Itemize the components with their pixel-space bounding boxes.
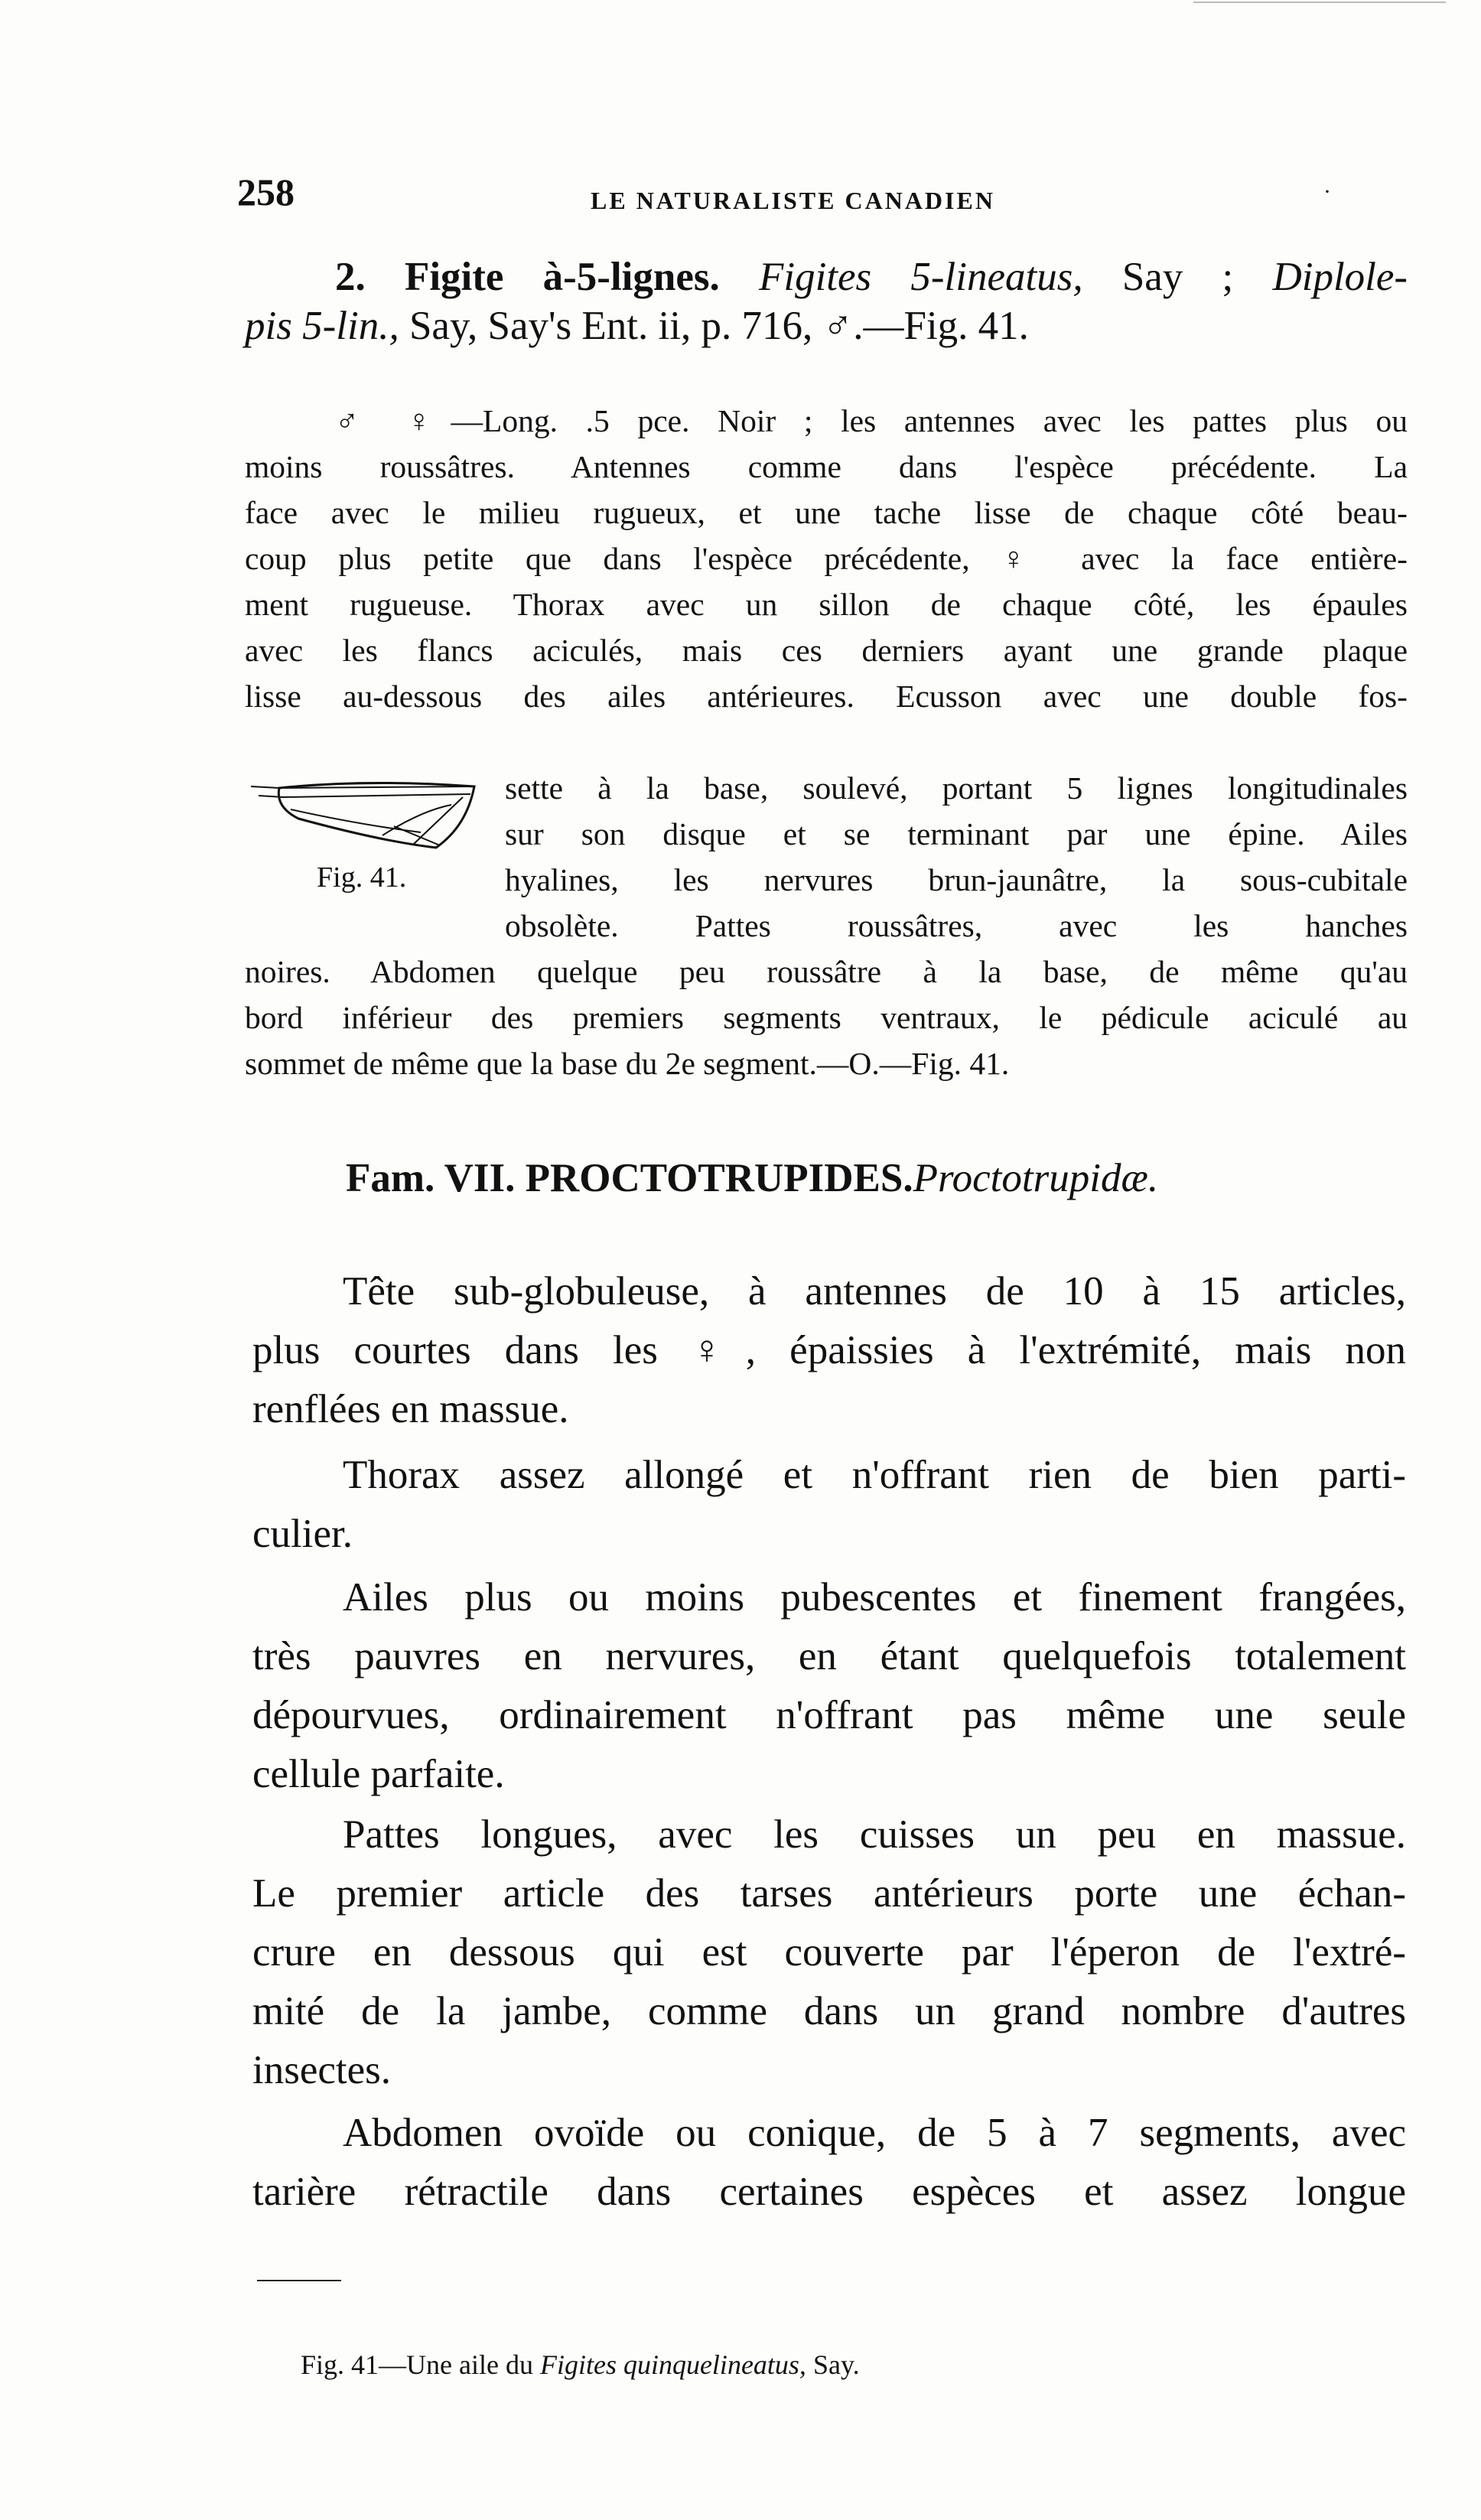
entry-description xyxy=(245,398,1408,719)
footnote-prefix: Fig. 41—Une aile du xyxy=(301,2349,533,2380)
paragraph-line: renflées en massue. xyxy=(252,1387,569,1431)
footnote-suffix: Say. xyxy=(812,2349,860,2380)
figure-text-line: obsolète. Pattes roussâtres, avec les hanches xyxy=(505,908,1408,943)
paragraph-line: Ailes plus ou moins pubescentes et finement frangées, xyxy=(343,1575,1406,1620)
description-continued xyxy=(245,949,1408,1086)
figure-text-line: sette à la base, soulevé, portant 5 lignes longitudinales xyxy=(505,770,1408,806)
paragraph-thorax xyxy=(252,1446,1406,1564)
paragraph-abdomen xyxy=(252,2104,1406,2222)
paragraph-line: cellule parfaite. xyxy=(252,1752,505,1796)
entry-name: Figite à-5-lignes. xyxy=(404,255,720,299)
description-line: bord inférieur des premiers segments ventraux, le pédicule aciculé au xyxy=(245,1000,1408,1035)
entry-heading xyxy=(245,252,1408,350)
description-line: sommet de même que la base du 2e segment.—O.—Fig. 41. xyxy=(245,1046,1010,1081)
family-heading xyxy=(346,1155,1158,1201)
paragraph-line: dépourvues, ordinairement n'offrant pas même une seule xyxy=(252,1693,1406,1737)
top-edge-rule xyxy=(1193,2,1446,3)
header-mark: · xyxy=(1323,179,1331,204)
description-line: moins roussâtres. Antennes comme dans l'espèce précédente. La xyxy=(245,449,1408,484)
entry-number: 2. xyxy=(335,255,366,299)
paragraph-line: Abdomen ovoïde ou conique, de 5 à 7 segments, avec xyxy=(343,2111,1406,2155)
family-latin: Proctotrupidæ. xyxy=(913,1156,1159,1200)
description-line: lisse au-dessous des ailes antérieures. Ecusson avec une double fos- xyxy=(245,679,1408,714)
paragraph-line: Thorax assez allongé et n'offrant rien de bien parti- xyxy=(343,1453,1406,1497)
entry-synonym-2: pis 5-lin., xyxy=(245,304,399,348)
description-line: noires. Abdomen quelque peu roussâtre à la base, de même qu'au xyxy=(245,954,1408,989)
paragraph-line: culier. xyxy=(252,1512,353,1556)
description-line: ment rugueuse. Thorax avec un sillon de chaque côté, les épaules xyxy=(245,587,1408,622)
entry-line-2 xyxy=(245,301,1408,350)
paragraph-line: mité de la jambe, comme dans un grand nombre d'autres xyxy=(252,1989,1406,2033)
entry-synonym-1: Diplole- xyxy=(1272,255,1408,299)
entry-latin-species: 5-lineatus, xyxy=(910,255,1083,299)
family-label: Fam. VII. PROCTOTRUPIDES. xyxy=(346,1156,913,1200)
paragraph-line: Le premier article des tarses antérieurs porte une échan- xyxy=(252,1871,1406,1916)
paragraph-line: Tête sub-globuleuse, à antennes de 10 à 15 articles, xyxy=(343,1269,1406,1314)
paragraph-head xyxy=(252,1262,1406,1439)
footnote-rule xyxy=(257,2280,341,2281)
paragraph-legs xyxy=(252,1805,1406,2100)
paragraph-line: Pattes longues, avec les cuisses un peu en massue. xyxy=(343,1812,1406,1857)
paragraph-line: tarière rétractile dans certaines espèces et assez longue xyxy=(252,2170,1406,2214)
page-header xyxy=(237,170,1408,216)
paragraph-line: insectes. xyxy=(252,2048,392,2092)
paragraph-wings xyxy=(252,1568,1406,1804)
description-line: coup plus petite que dans l'espèce précédente, ♀ avec la face entière- xyxy=(245,541,1408,576)
entry-latin-genus: Figites xyxy=(758,255,872,299)
figure-41 xyxy=(245,765,478,903)
figure-caption: Fig. 41. xyxy=(317,861,407,894)
footnote-latin: Figites quinquelineatus, xyxy=(539,2349,806,2380)
entry-line-1 xyxy=(245,252,1408,301)
paragraph-line: plus courtes dans les ♀, épaissies à l'extrémité, mais non xyxy=(252,1328,1406,1372)
entry-author: Say ; xyxy=(1121,255,1234,299)
paragraph-line: crure en dessous qui est couverte par l'éperon de l'extré- xyxy=(252,1930,1406,1975)
footnote xyxy=(301,2349,860,2381)
entry-reference: Say, Say's Ent. ii, p. 716, ♂.—Fig. 41. xyxy=(408,304,1029,348)
description-line: face avec le milieu rugueux, et une tache lisse de chaque côté beau- xyxy=(245,495,1408,530)
figure-text-line: hyalines, les nervures brun-jaunâtre, la sous-cubitale xyxy=(505,862,1408,897)
figure-side-text xyxy=(505,765,1408,949)
wing-illustration xyxy=(245,765,478,857)
running-title: LE NATURALISTE CANADIEN xyxy=(591,187,995,214)
page-number: 258 xyxy=(237,171,295,213)
figure-text-line: sur son disque et se terminant par une épine. Ailes xyxy=(505,816,1408,851)
description-line: avec les flancs aciculés, mais ces derniers ayant une grande plaque xyxy=(245,633,1408,668)
description-line: ♂ ♀—Long. .5 pce. Noir ; les antennes avec les pattes plus ou xyxy=(335,403,1408,438)
paragraph-line: très pauvres en nervures, en étant quelquefois totalement xyxy=(252,1634,1406,1678)
